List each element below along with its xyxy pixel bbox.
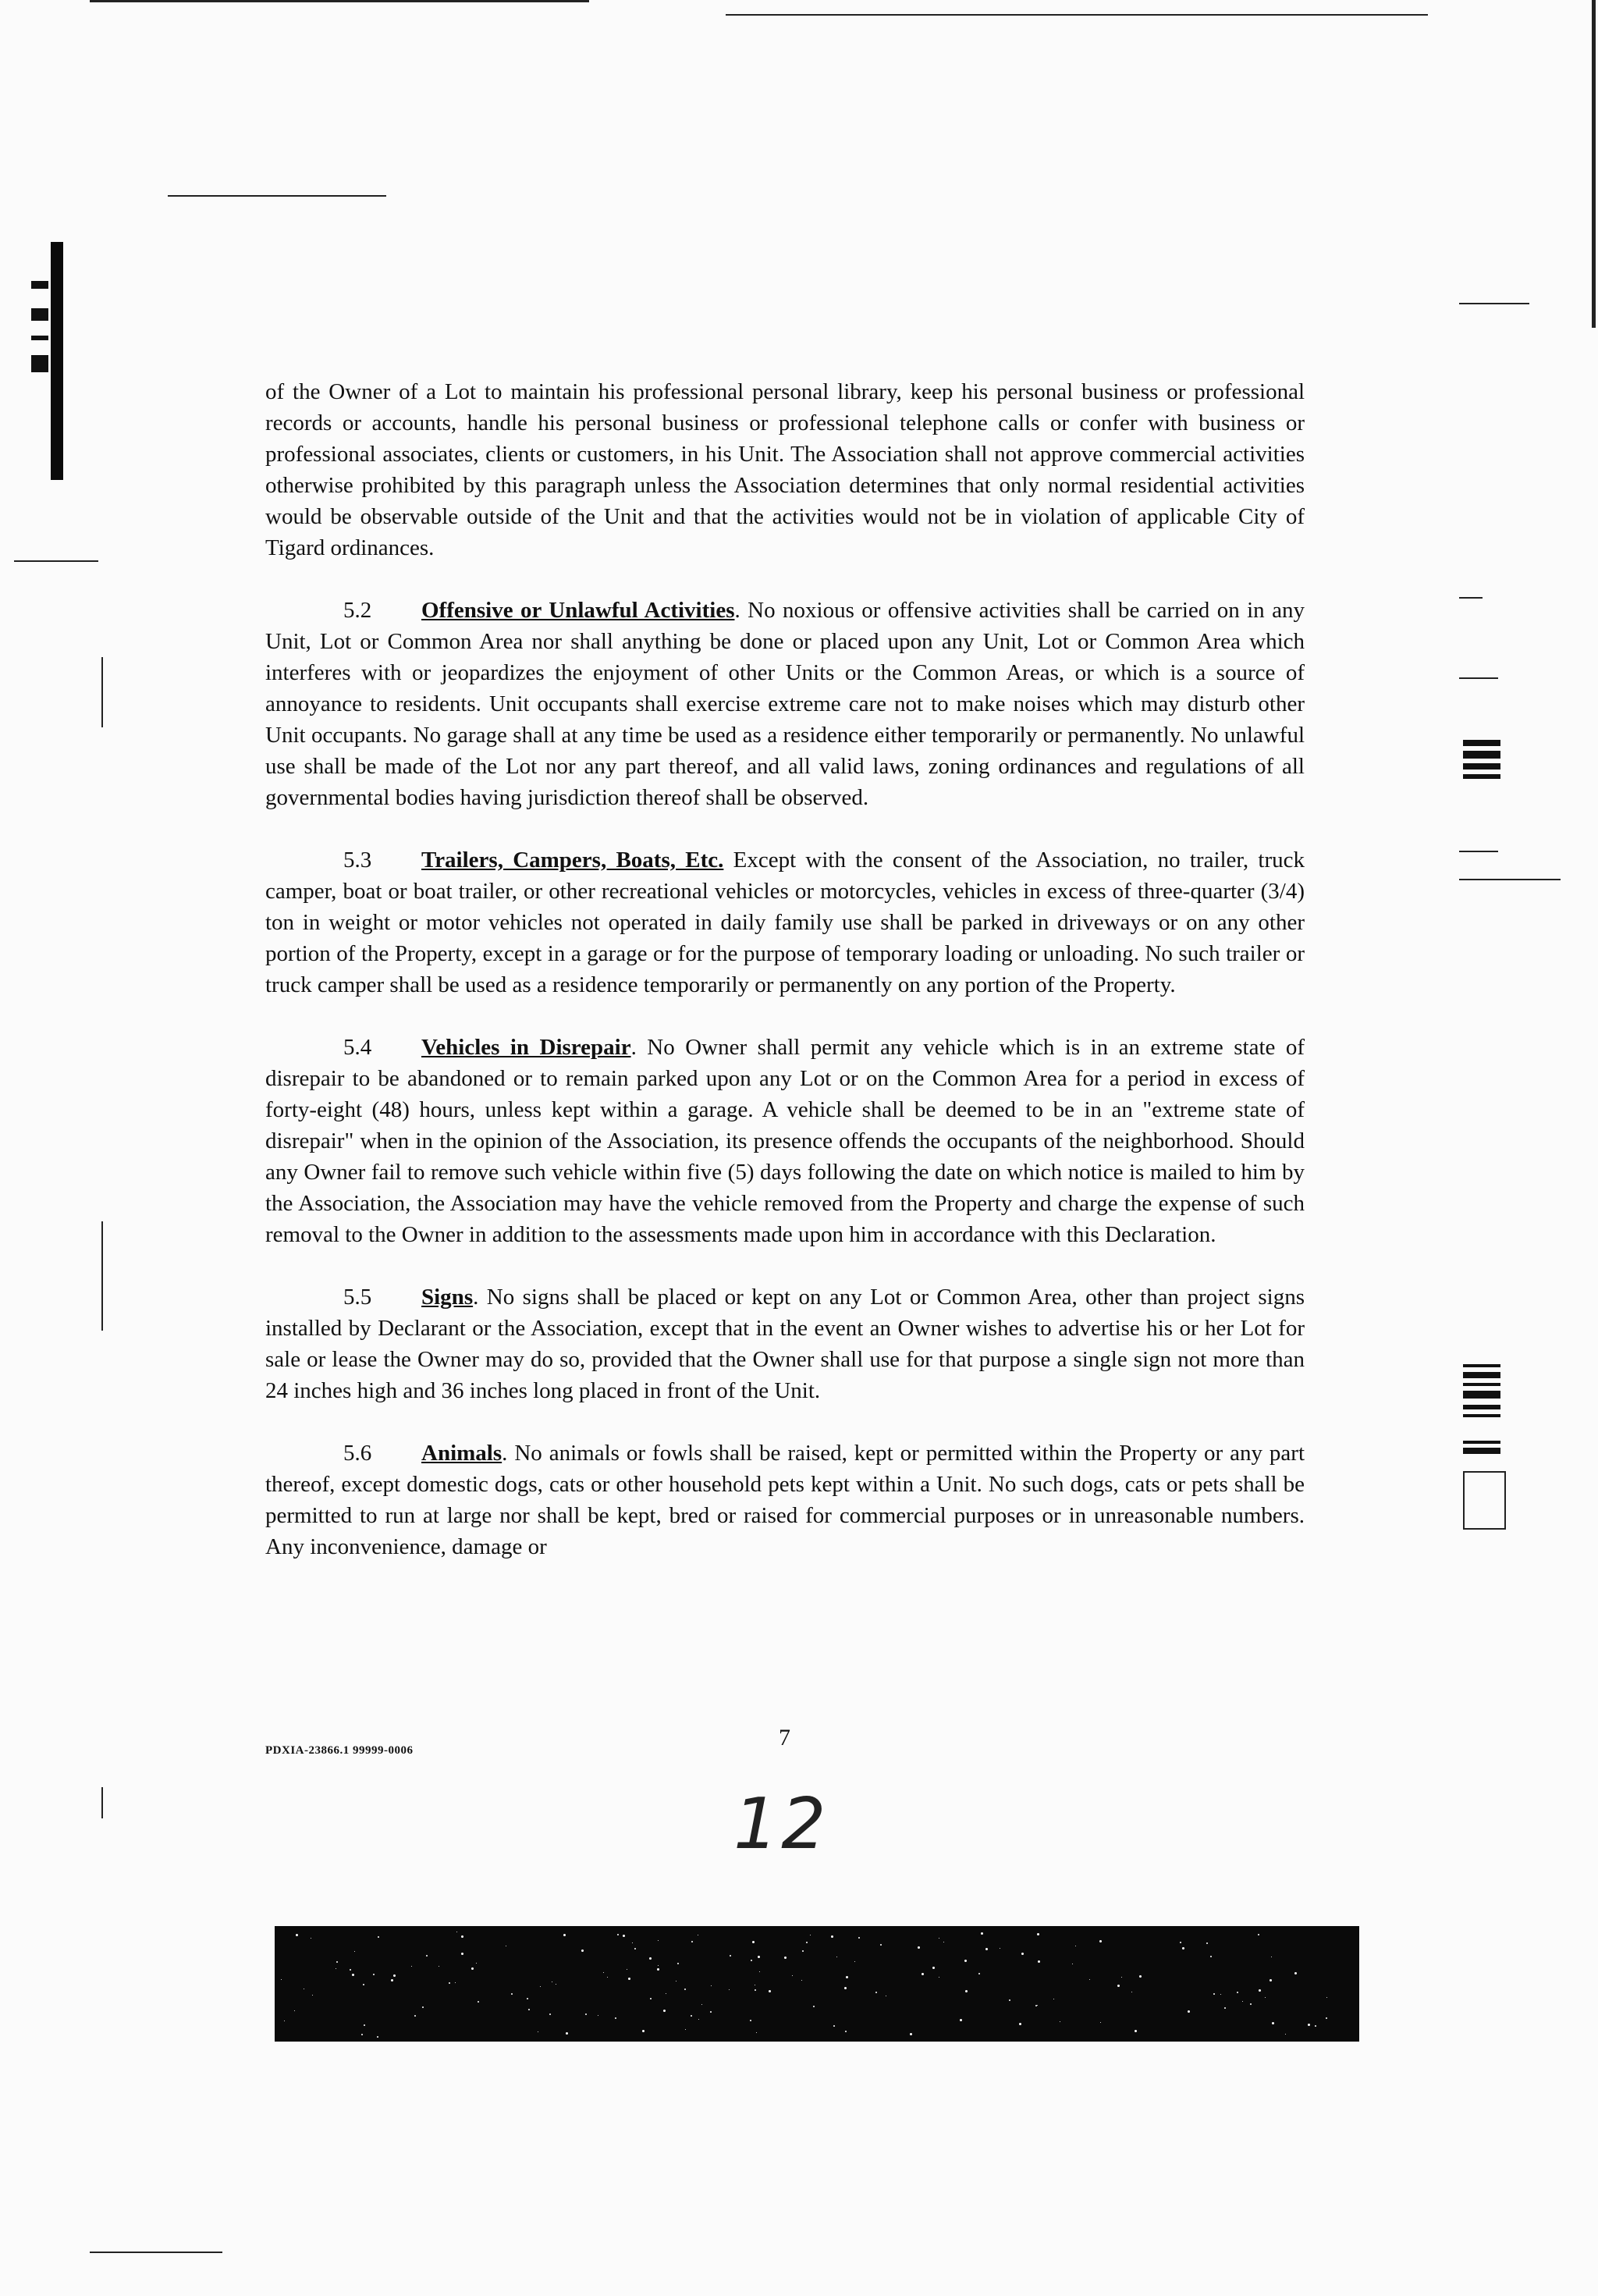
section-heading: Animals xyxy=(421,1441,502,1466)
scan-speck xyxy=(985,1948,988,1950)
section-heading: Signs xyxy=(421,1285,474,1310)
scan-right-barcode-5 xyxy=(1463,1405,1500,1409)
scan-speck xyxy=(1220,1994,1221,1995)
section-body: . No animals or fowls shall be raised, kept or permitted within the Property or any part thereof, except domestic dogs, cats or other household pets kept within a Unit. No such dogs, cats or pets shall be permitted to run at large nor shall be kept, bred or raised for commercial purposes or in unreasonable numbers. Any inconvenience, damage or xyxy=(265,1441,1305,1559)
scan-speck xyxy=(642,2030,645,2032)
scan-speck xyxy=(422,2006,424,2008)
scan-left-binding-strip xyxy=(51,242,63,480)
scan-right-barcode-2 xyxy=(1463,1372,1500,1378)
footer-page-number: 7 xyxy=(779,1725,790,1750)
scan-speck xyxy=(527,1998,528,1999)
scan-right-frame-left xyxy=(1463,1471,1465,1530)
scan-right-mark-3 xyxy=(1463,763,1500,769)
scan-speck xyxy=(784,1957,787,1959)
scan-speck xyxy=(978,1973,980,1974)
scan-speck xyxy=(964,1960,967,1962)
section-body: . No noxious or offensive activities shall be carried on in any Unit, Lot or Common Area nor shall anything be done or placed upon any Unit, Lot or Common Area which interferes with or jeopardizes the enjoyment of other Units or the Common Areas, or which is a source of annoyance to residents. Unit occupants shall exercise extreme care not to make noises which may disturb other Unit occupants. No garage shall at any time be used as a residence either temporarily or permanently. No unlawful use shall be made of the Lot nor any part thereof, and all valid laws, zoning ordinances and regulations of all governmental bodies having jurisdiction thereof shall be observed. xyxy=(265,598,1305,810)
scan-speck xyxy=(1180,1942,1181,1943)
scan-hline-right-5 xyxy=(1459,303,1529,304)
footer-document-id: PDXIA-23866.1 99999-0006 xyxy=(265,1744,414,1757)
scan-left-barcode-3 xyxy=(31,336,48,340)
scan-speck xyxy=(281,1979,282,1980)
scan-right-mark-1 xyxy=(1463,740,1500,746)
scan-right-barcode-3 xyxy=(1463,1383,1500,1386)
handwritten-page-number: 12 xyxy=(733,1783,829,1865)
scan-speck xyxy=(1258,1934,1259,1935)
scan-speck xyxy=(1037,1933,1039,1935)
scan-speck xyxy=(449,1982,450,1984)
scan-edge-line-top-right xyxy=(726,14,1428,16)
scan-speck xyxy=(981,1932,983,1935)
scan-speck xyxy=(354,1951,355,1952)
scan-speck xyxy=(1272,2022,1274,2024)
section-number: 5.3 xyxy=(343,848,372,873)
section-body: . No signs shall be placed or kept on any Lot or Common Area, other than project signs installed by Declarant or the Association, except that in the event an Owner wishes to advertise his or her Lot for sale or lease the Owner may do so, provided that the Owner shall use for that purpose a single sign not more than 24 inches high and 36 inches long placed in front of the Unit. xyxy=(265,1285,1305,1403)
scan-speck xyxy=(685,2029,686,2030)
scan-speck xyxy=(831,1935,833,1938)
scan-speck xyxy=(1237,1992,1238,1993)
section-heading: Vehicles in Disrepair xyxy=(421,1035,631,1060)
section-number: 5.2 xyxy=(343,598,372,623)
scan-right-barcode-4 xyxy=(1463,1391,1500,1399)
document-body xyxy=(265,376,1305,1594)
scan-line-bottom-left xyxy=(90,2252,222,2253)
scan-speck xyxy=(802,1950,804,1952)
section-5-4 xyxy=(265,1032,1305,1250)
scan-speck xyxy=(751,1960,752,1961)
section-number: 5.5 xyxy=(343,1285,372,1310)
scan-speck xyxy=(792,1975,793,1976)
section-body: Except with the consent of the Association, no trailer, truck camper, boat or boat trailer, or other recreational vehicles or motorcycles, vehicles in excess of three-quarter (3/4) ton in weight or motor vehicles not operated in daily family use shall be parked in driveways or on any other portion of the Property, except in a garage or for the purpose of temporary loading or unloading. No such trailer or truck camper shall be used as a residence temporarily or permanently on any portion of the Property. xyxy=(265,848,1305,997)
scan-speck xyxy=(1326,2017,1327,2019)
scan-hline-right-2 xyxy=(1459,677,1498,679)
scan-black-band xyxy=(275,1926,1359,2042)
section-5-2 xyxy=(265,595,1305,813)
scan-edge-line-top xyxy=(90,0,589,2)
scan-speck xyxy=(650,1998,652,1999)
section-number: 5.6 xyxy=(343,1441,372,1466)
scan-vline-left-2 xyxy=(101,1221,103,1331)
scan-speck xyxy=(663,2010,666,2012)
scan-right-barcode-6 xyxy=(1463,1414,1500,1417)
scan-line-left-mid xyxy=(14,560,98,562)
scan-vline-right-edge xyxy=(1592,0,1596,328)
scan-speck xyxy=(1259,1989,1261,1992)
scan-speck xyxy=(1121,1977,1122,1978)
scan-speck xyxy=(461,1953,463,1955)
scan-right-barcode-8 xyxy=(1463,1448,1500,1454)
scan-speck xyxy=(932,1967,935,1969)
section-body: . No Owner shall permit any vehicle which is in an extreme state of disrepair to be abandoned or to remain parked upon any Lot or on the Common Area for a period in excess of forty-eight (48) hours, unless kept within a garage. A vehicle shall be deemed to be in an "extreme state of disrepair" when in the opinion of the Association, its presence offends the occupants of the neighborhood. Should any Owner fail to remove such vehicle within five (5) days following the date on which notice is mailed to him by the Association, the Association may have the vehicle removed from the Property and charge the expense of such removal to the Owner in addition to the assessments made upon him in accordance with this Declaration. xyxy=(265,1035,1305,1247)
scan-speck xyxy=(364,2024,365,2026)
scan-speck xyxy=(711,1985,712,1986)
section-5-6 xyxy=(265,1438,1305,1562)
scan-speck xyxy=(769,1990,771,1992)
scan-speck xyxy=(1035,2005,1037,2006)
scan-speck xyxy=(1265,1997,1266,1998)
section-5-3 xyxy=(265,844,1305,1001)
scan-right-barcode-7 xyxy=(1463,1441,1500,1444)
scan-speck xyxy=(350,1969,351,1971)
scan-speck xyxy=(1315,2025,1316,2027)
scan-speck xyxy=(581,1949,584,1952)
intro-paragraph: of the Owner of a Lot to maintain his professional personal library, keep his personal business or professional records or accounts, handle his personal business or professional telephone calls or confer with business or professional associates, clients or customers, in his Unit. The Association shall not approve commercial activities otherwise prohibited by this paragraph unless the Association determines that only normal residential activities would be observable outside of the Unit and that the activities would not be in violation of applicable City of Tigard ordinances. xyxy=(265,379,1305,560)
section-heading: Offensive or Unlawful Activities xyxy=(421,598,735,623)
section-heading: Trailers, Campers, Boats, Etc. xyxy=(421,848,724,873)
scan-right-mark-4 xyxy=(1463,774,1500,779)
scan-speck xyxy=(813,2006,815,2007)
scan-hline-right-4 xyxy=(1459,879,1561,880)
scan-hline-right-3 xyxy=(1459,851,1498,852)
scan-line-left-upper xyxy=(168,195,386,197)
scan-right-frame-right xyxy=(1504,1471,1506,1530)
scan-speck xyxy=(1285,2034,1286,2035)
scan-speck xyxy=(1250,2003,1252,2005)
scan-left-barcode-2 xyxy=(31,308,48,321)
scan-speck xyxy=(634,1948,636,1949)
scan-speck xyxy=(806,1942,808,1943)
scan-speck xyxy=(684,1989,686,1990)
scan-right-barcode-1 xyxy=(1463,1364,1500,1367)
scan-left-barcode-4 xyxy=(31,355,48,372)
scan-right-frame-top xyxy=(1463,1471,1506,1473)
scan-speck xyxy=(846,1976,848,1978)
scan-speck xyxy=(632,1942,633,1943)
scan-speck xyxy=(377,2036,378,2038)
scan-vline-left-1 xyxy=(101,657,103,727)
scan-speck xyxy=(478,2001,479,2003)
scan-speck xyxy=(1117,1985,1120,1987)
scan-left-barcode-1 xyxy=(31,281,48,289)
scan-speck xyxy=(698,2019,699,2020)
scan-speck xyxy=(756,2032,757,2033)
scan-speck xyxy=(1135,2030,1137,2032)
scan-speck xyxy=(1294,1972,1297,1974)
section-number: 5.4 xyxy=(343,1035,372,1060)
scan-speck xyxy=(1139,1975,1142,1978)
scan-right-mark-2 xyxy=(1463,751,1500,759)
scan-hline-right-1 xyxy=(1459,597,1483,599)
scan-right-frame-bottom xyxy=(1463,1528,1506,1530)
scan-vline-left-3 xyxy=(101,1787,103,1818)
scan-speck xyxy=(393,1974,396,1977)
section-5-5 xyxy=(265,1281,1305,1406)
scan-speck xyxy=(1182,1947,1184,1949)
scan-speck xyxy=(1270,1979,1272,1981)
